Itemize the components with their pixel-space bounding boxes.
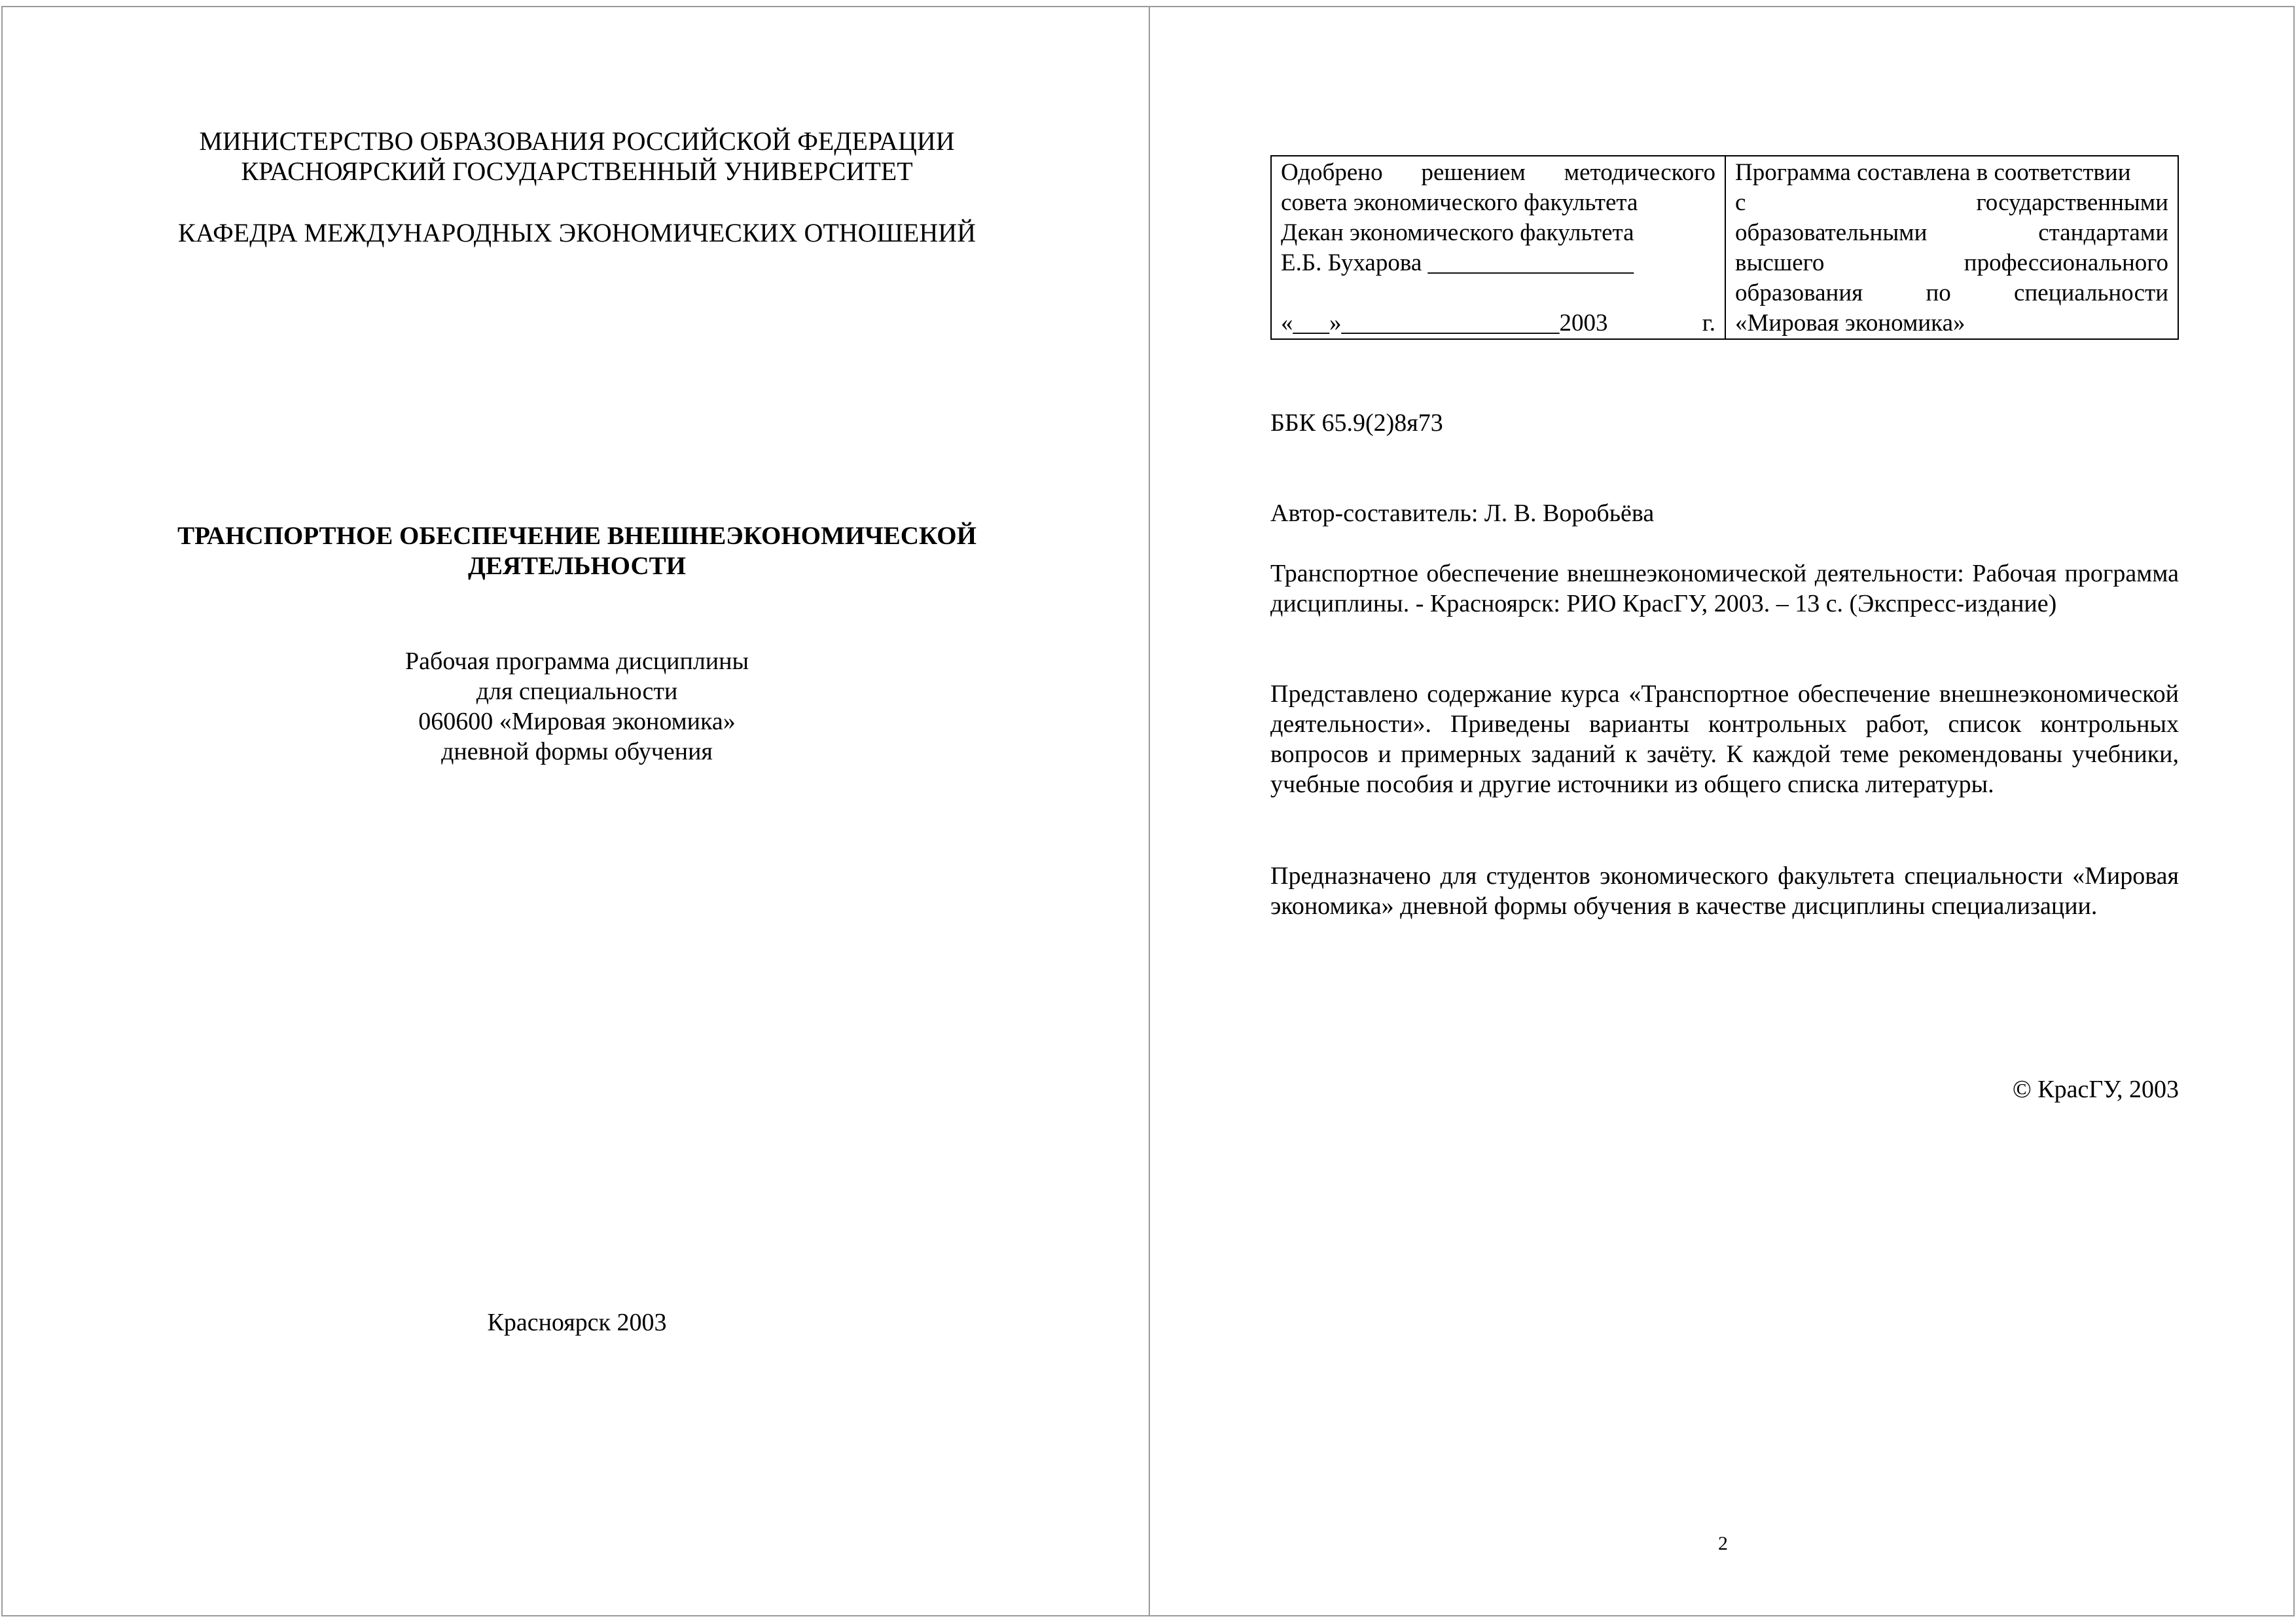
title-line: ТРАНСПОРТНОЕ ОБЕСПЕЧЕНИЕ ВНЕШНЕЭКОНОМИЧЕСКОЙ bbox=[177, 522, 977, 550]
approval-right-cell bbox=[1725, 156, 2178, 339]
document-title bbox=[3, 521, 1151, 581]
title-line: ДЕЯТЕЛЬНОСТИ bbox=[467, 552, 687, 580]
standard-line: высшего профессионального bbox=[1735, 249, 2168, 276]
standard-line: с государственными bbox=[1735, 189, 2168, 216]
approval-line: Декан экономического факультета bbox=[1281, 219, 1634, 246]
standard-line: «Мировая экономика» bbox=[1735, 310, 1965, 337]
subtitle-line: 060600 «Мировая экономика» bbox=[418, 708, 736, 735]
standard-line: образовательными стандартами bbox=[1735, 219, 2168, 246]
approval-left-cell bbox=[1271, 156, 1725, 339]
approval-table bbox=[1270, 155, 2179, 340]
approval-line: совета экономического факультета bbox=[1281, 189, 1638, 216]
copyright-line: © КрасГУ, 2003 bbox=[2012, 1076, 2179, 1103]
approval-line: Е.Б. Бухарова _________________ bbox=[1281, 249, 1634, 276]
university-line: КРАСНОЯРСКИЙ ГОСУДАРСТВЕННЫЙ УНИВЕРСИТЕТ bbox=[241, 156, 913, 186]
bbk-code: ББК 65.9(2)8я73 bbox=[1270, 409, 1443, 437]
content-summary: Представлено содержание курса «Транспортное обеспечение внешнеэкономической деятельности». Приведены варианты контрольных работ, список контрольных вопросов и примерных заданий к зачёту. К каждой теме рекомендованы учебники, учебные пособия и другие источники из общего списка литературы. bbox=[1270, 680, 2179, 798]
document-subtitle bbox=[3, 646, 1151, 767]
subtitle-line: для специальности bbox=[476, 678, 678, 705]
target-audience: Предназначено для студентов экономического факультета специальности «Мировая экономика» дневной формы обучения в качестве дисциплины специализации. bbox=[1270, 862, 2179, 920]
ministry-heading bbox=[3, 126, 1151, 187]
subtitle-line: Рабочая программа дисциплины bbox=[404, 647, 749, 675]
standard-line: Программа составлена в соответствии bbox=[1735, 159, 2131, 186]
left-page bbox=[1, 6, 1150, 1616]
approval-line: Одобрено решением методического bbox=[1281, 159, 1715, 186]
right-page bbox=[1149, 6, 2295, 1616]
ministry-line: МИНИСТЕРСТВО ОБРАЗОВАНИЯ РОССИЙСКОЙ ФЕДЕРАЦИИ bbox=[199, 126, 955, 156]
subtitle-line: дневной формы обучения bbox=[441, 738, 713, 765]
page-number: 2 bbox=[1718, 1533, 1728, 1554]
standard-line: образования по специальности bbox=[1735, 280, 2168, 306]
approval-date-line: «___»__________________2003 г. bbox=[1281, 310, 1715, 337]
city-year: Красноярск 2003 bbox=[487, 1309, 667, 1336]
bibliographic-description: Транспортное обеспечение внешнеэкономической деятельности: Рабочая программа дисциплины. - Красноярск: РИО КрасГУ, 2003. – 13 с. (Экспресс-издание) bbox=[1270, 560, 2179, 617]
author-line: Автор-составитель: Л. В. Воробьёва bbox=[1270, 500, 1655, 527]
department-heading: КАФЕДРА МЕЖДУНАРОДНЫХ ЭКОНОМИЧЕСКИХ ОТНОШЕНИЙ bbox=[178, 218, 976, 247]
